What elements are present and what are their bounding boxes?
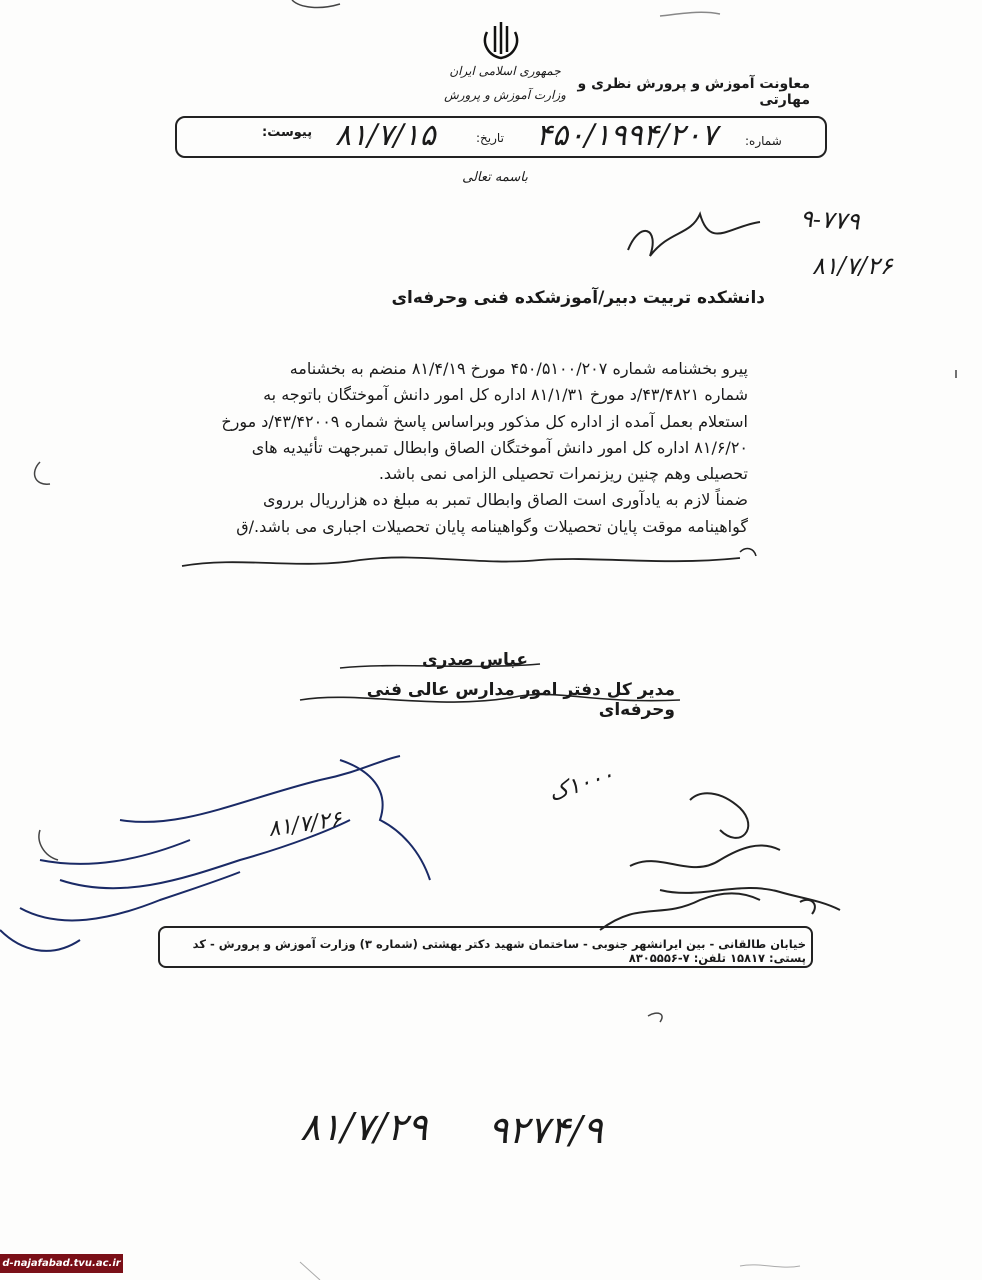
body-line: ۸۱/۶/۲۰ اداره کل امور دانش آموختگان الصاق وابطال تمبرجهت تأئیدیه های	[251, 437, 748, 457]
emblem-icon	[485, 22, 517, 58]
signer-name: عباس صدری	[422, 650, 528, 670]
deputy-title: معاونت آموزش و پرورش نظری و مهارتی	[577, 76, 810, 108]
attachment-label: پیوست:	[262, 125, 313, 140]
reference-number-value: ۴۵۰/۱۹۹۴/۲۰۷	[536, 118, 718, 153]
handwritten-bottom-number: ۹۲۷۴/۹	[488, 1108, 603, 1152]
footer-address: خیابان طالقانی - بین ایرانشهر جنوبی - ساختمان شهید دکتر بهشتی (شماره ۳) وزارت آموزش و پرورش - کد پستی: ۱۵۸۱۷ تلفن: ۷-۸۳۰۵۵۵۶	[192, 937, 806, 965]
body-line: گواهینامه موقت پایان تحصیلات وگواهینامه پایان تحصیلات اجباری می باشد./ق	[236, 516, 748, 536]
body-line: تحصیلی وهم چنین ریزنمرات تحصیلی الزامی نمی باشد.	[378, 464, 748, 484]
body-line: شماره ۴۳/۴۸۲۱/د مورخ ۸۱/۱/۳۱ اداره کل امور دانش آموختگان باتوجه به	[263, 385, 748, 405]
body-line: پیرو بخشنامه شماره ۴۵۰/۵۱۰۰/۲۰۷ مورخ ۸۱/۴/۱۹ منضم به بخشنامه	[289, 359, 748, 378]
invocation: باسمه تعالی	[462, 170, 528, 185]
signer-title: مدیر کل دفتر امور مدارس عالی فنی وحرفه‌ای	[366, 680, 675, 720]
handwritten-reference-date: ۸۱/۷/۲۶	[812, 252, 893, 280]
letter-body	[186, 356, 748, 540]
handwritten-note-date: ۸۱/۷/۲۶	[266, 806, 344, 843]
watermark-badge: d-najafabad.tvu.ac.ir	[0, 1254, 123, 1273]
body-line: ضمناً لازم به یادآوری است الصاق وابطال تمبر به مبلغ ده هزارریال برروی	[262, 490, 748, 510]
handwritten-code: ۱۰۰۰ک	[545, 762, 618, 807]
reference-number-label: شماره:	[745, 134, 782, 148]
recipient: دانشکده تربیت دبیر/آموزشکده فنی وحرفه‌ای	[391, 288, 765, 308]
body-line: استعلام بعمل آمده از اداره کل مذکور وبراساس پاسخ شماره ۴۳/۴۲۰۰۹/د مورخ	[221, 411, 748, 431]
reference-date-label: تاریخ:	[476, 131, 504, 145]
reference-date-value: ۸۱/۷/۱۵	[335, 118, 436, 153]
government-name: جمهوری اسلامی ایران	[449, 64, 561, 78]
handwritten-reference-number: ۹-۷۷۹	[799, 204, 861, 236]
ministry-name: وزارت آموزش و پرورش	[444, 88, 566, 102]
handwritten-bottom-date: ۸۱/۷/۲۹	[300, 1105, 428, 1149]
